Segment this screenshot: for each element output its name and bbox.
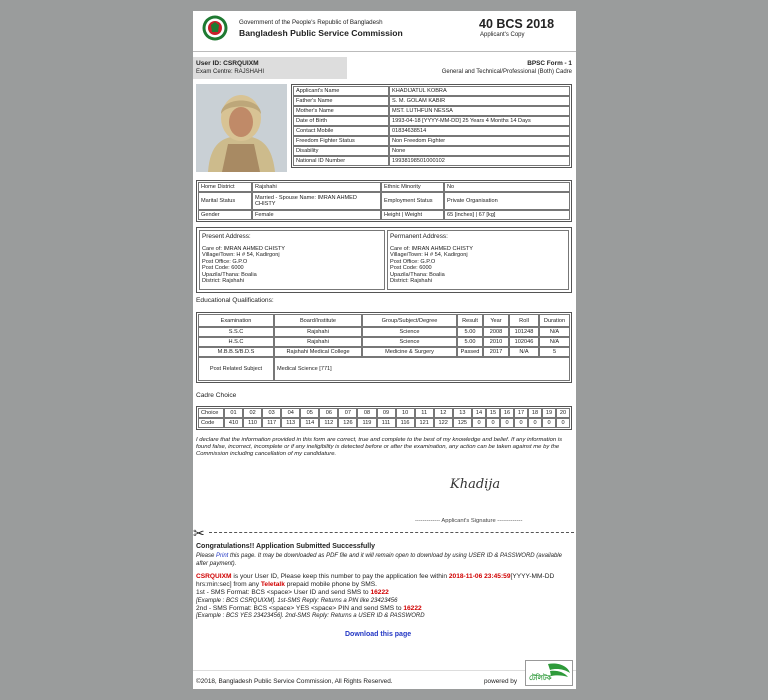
table-cell: 101248: [509, 327, 539, 337]
choice-cell: 07: [338, 408, 357, 418]
choice-cell: 11: [415, 408, 434, 418]
address-line: Care of: IMRAN AHMED CHISTY: [390, 246, 473, 252]
field-value: Rajshahi: [252, 182, 381, 192]
choice-cell: 16: [500, 408, 514, 418]
application-form-sheet: [193, 11, 576, 689]
print-note-post: this page. It may be downloaded as PDF file and it will remain open to download by using USER ID & PASSWORD (available after payment).: [196, 553, 562, 567]
copyright-text: ©2018, Bangladesh Public Service Commission, All Rights Reserved.: [196, 678, 393, 685]
table-cell: N/A: [539, 337, 570, 347]
table-row: [198, 337, 570, 347]
field-value: Non Freedom Fighter: [389, 136, 570, 146]
choice-cell: 17: [514, 408, 528, 418]
field-value: 65 [inches] | 67 [kg]: [444, 210, 570, 220]
field-value: No: [444, 182, 570, 192]
code-cell: 119: [357, 418, 376, 428]
table-cell: Rajshahi: [274, 327, 362, 337]
address-box: [196, 227, 572, 293]
choice-cell: 03: [262, 408, 281, 418]
print-link[interactable]: Print: [216, 553, 229, 559]
table-cell: N/A: [539, 327, 570, 337]
table-cell: Rajshahi Medical College: [274, 347, 362, 357]
field-value: Married - Spouse Name: IMRAN AHMED CHISTY: [252, 192, 381, 210]
field-label: Marital Status: [198, 192, 252, 210]
field-label: Date of Birth: [293, 116, 389, 126]
field-label: Home District: [198, 182, 252, 192]
choice-cell: 06: [319, 408, 338, 418]
permanent-address: [387, 230, 569, 290]
cadre-code-row: [198, 418, 570, 428]
address-line: Village/Town: H # 54, Kadirgonj: [390, 252, 468, 259]
field-label: Post Related Subject: [198, 357, 274, 381]
table-cell: N/A: [509, 347, 539, 357]
choice-cell: 02: [243, 408, 262, 418]
choice-cell: 08: [357, 408, 376, 418]
table-row: [293, 136, 570, 146]
code-cell: 0: [528, 418, 542, 428]
teletalk-logo: [525, 660, 573, 686]
table-cell: Science: [362, 327, 457, 337]
field-value: MST. LUTHFUN NESSA: [389, 106, 570, 116]
table-cell: Science: [362, 337, 457, 347]
instruction-text: prepaid mobile phone by SMS.: [284, 581, 377, 589]
choice-cell: 05: [300, 408, 319, 418]
field-value: Female: [252, 210, 381, 220]
government-line: Government of the People's Republic of Bangladesh: [239, 19, 383, 26]
code-cell: 410: [224, 418, 243, 428]
choice-cell: 14: [472, 408, 486, 418]
code-cell: 0: [556, 418, 570, 428]
education-table: [196, 312, 572, 383]
field-value: 01834638514: [389, 126, 570, 136]
details-table: [196, 180, 572, 222]
choice-cell: 09: [377, 408, 396, 418]
table-cell: H.S.C: [198, 337, 274, 347]
sms2-example: [Example : BCS YES 23423456]. 2nd-SMS Reply: Returns a USER ID & PASSWORD: [196, 612, 425, 619]
column-header: Year: [483, 314, 509, 327]
field-label: Father's Name: [293, 96, 389, 106]
sms2-format: 2nd - SMS Format: BCS <space> YES <space> PIN and send SMS to: [196, 604, 404, 612]
code-cell: 111: [377, 418, 396, 428]
table-row: [293, 126, 570, 136]
address-line: District: Rajshahi: [390, 278, 432, 285]
column-header: Result: [457, 314, 483, 327]
table-cell: 5: [539, 347, 570, 357]
address-line: Post Code: 6000: [390, 265, 432, 272]
deadline-date: 2018-11-06: [448, 573, 483, 580]
field-value: Private Organisation: [444, 192, 570, 210]
field-label: Freedom Fighter Status: [293, 136, 389, 146]
table-row: [293, 86, 570, 96]
code-cell: 126: [338, 418, 357, 428]
column-header: Board/Institute: [274, 314, 362, 327]
choice-cell: 04: [281, 408, 300, 418]
present-address-title: Present Address:: [202, 233, 251, 240]
deadline-time: 23:45:59: [484, 573, 511, 580]
column-header: Roll: [509, 314, 539, 327]
field-label: Gender: [198, 210, 252, 220]
table-cell: 2008: [483, 327, 509, 337]
table-header-row: [198, 314, 570, 327]
choice-cell: 19: [542, 408, 556, 418]
table-cell: 2017: [483, 347, 509, 357]
address-line: Upazila/Thana: Boalia: [390, 271, 445, 278]
user-id: User ID: CSRQUIXM: [196, 60, 259, 67]
column-header: Examination: [198, 314, 274, 327]
code-cell: 113: [281, 418, 300, 428]
table-row: [293, 96, 570, 106]
code-cell: 114: [300, 418, 319, 428]
code-cell: 0: [486, 418, 500, 428]
field-value: Medical Science [771]: [274, 357, 570, 381]
address-line: Post Code: 6000: [202, 265, 244, 272]
print-note: [196, 553, 572, 568]
declaration-text: I declare that the information provided in this form are correct, true and complete to the best of my knowledge and belief. If any information is found false, incorrect, incomplete or if any ineligibility is detected before or after the examination, any action can be taken against me by the Commission including cancellation of my candidature.: [196, 437, 563, 458]
code-cell: 0: [514, 418, 528, 428]
field-value: S. M. GOLAM KABIR: [389, 96, 570, 106]
table-cell: Medicine & Surgery: [362, 347, 457, 357]
table-cell: Rajshahi: [274, 337, 362, 347]
code-cell: 117: [262, 418, 281, 428]
table-cell: 2010: [483, 337, 509, 347]
congrats-title: Congratulations!! Application Submitted Successfully: [196, 543, 376, 550]
field-value: KHADIJATUL KOBRA: [389, 86, 570, 96]
choice-cell: 18: [528, 408, 542, 418]
applicants-copy: Applicant's Copy: [480, 32, 525, 38]
choice-cell: 13: [453, 408, 472, 418]
table-row: [198, 327, 570, 337]
address-line: Upazila/Thana: Boalia: [202, 271, 257, 278]
table-row: [198, 357, 570, 381]
choice-cell: 10: [396, 408, 415, 418]
column-header: Duration: [539, 314, 570, 327]
cadre-choice-row: [198, 408, 570, 418]
field-label: Mother's Name: [293, 106, 389, 116]
cadre-category: General and Technical/Professional (Both) Cadre: [441, 69, 572, 75]
code-cell: 110: [243, 418, 262, 428]
signature-caption: ------------- Applicant's Signature -------------: [415, 518, 523, 524]
code-cell: 0: [542, 418, 556, 428]
choice-cell: 01: [224, 408, 243, 418]
header-divider: [193, 51, 576, 52]
choice-cell: 12: [434, 408, 453, 418]
scissors-icon: ✂: [193, 525, 205, 541]
cut-line: [209, 532, 574, 533]
row-label: Code: [198, 418, 224, 428]
instruction-text: [YYYY-MM-DD hrs:min:sec] from any: [196, 573, 555, 589]
code-cell: 121: [415, 418, 434, 428]
table-row: [198, 192, 570, 210]
address-line: Care of: IMRAN AHMED CHISTY: [202, 246, 285, 252]
sms2-number: 16222: [403, 604, 422, 612]
address-line: Post Office: G.P.O: [202, 258, 248, 265]
field-value: None: [389, 146, 570, 156]
sms1-number: 16222: [370, 589, 389, 597]
bpsc-logo: [202, 15, 228, 41]
choice-cell: 20: [556, 408, 570, 418]
cadre-title: Cadre Choice: [196, 392, 237, 399]
field-label: Applicant's Name: [293, 86, 389, 96]
table-cell: M.B.B.S/B.D.S: [198, 347, 274, 357]
address-line: Village/Town: H # 54, Kadirgonj: [202, 252, 280, 259]
field-value: 1993-04-18 [YYYY-MM-DD] 25 Years 4 Months 14 Days: [389, 116, 570, 126]
table-row: [198, 210, 570, 220]
sms1-example: [Example : BCS CSRQUIXM]. 1st-SMS Reply: Returns a PIN like 23423456: [196, 597, 398, 604]
cadre-table: [196, 406, 572, 430]
table-row: [293, 146, 570, 156]
powered-by-text: powered by: [484, 678, 518, 685]
table-cell: 102046: [509, 337, 539, 347]
applicant-photo: [196, 84, 287, 172]
field-label: Employment Status: [381, 192, 444, 210]
table-cell: 5.00: [457, 337, 483, 347]
present-address: [199, 230, 385, 290]
table-cell: Passed: [457, 347, 483, 357]
table-row: [293, 106, 570, 116]
teletalk-text: Teletalk: [260, 581, 285, 589]
print-note-pre: Please: [196, 553, 217, 559]
table-row: [293, 156, 570, 166]
column-header: Group/Subject/Degree: [362, 314, 457, 327]
footer-divider: [193, 670, 576, 671]
personal-info-table: [291, 84, 572, 168]
code-cell: 125: [453, 418, 472, 428]
address-line: Post Office: G.P.O: [390, 258, 436, 265]
code-cell: 0: [472, 418, 486, 428]
address-line: District: Rajshahi: [202, 278, 244, 285]
code-cell: 122: [434, 418, 453, 428]
table-cell: 5.00: [457, 327, 483, 337]
permanent-address-title: Permanent Address:: [390, 233, 448, 240]
code-cell: 116: [396, 418, 415, 428]
code-cell: 0: [500, 418, 514, 428]
field-label: Contact Mobile: [293, 126, 389, 136]
field-value: 19938198501000102: [389, 156, 570, 166]
choice-cell: 15: [486, 408, 500, 418]
commission-title: Bangladesh Public Service Commission: [239, 28, 403, 38]
field-label: Ethnic Minority: [381, 182, 444, 192]
teletalk-logo-text: টেলিটক: [529, 675, 552, 682]
table-row: [198, 347, 570, 357]
table-row: [293, 116, 570, 126]
field-label: Disability: [293, 146, 389, 156]
download-link[interactable]: Download this page: [345, 631, 412, 638]
education-title: Educational Qualifications:: [196, 297, 274, 304]
instruction-text: is your User ID, Please keep this number to pay the application fee within: [231, 573, 449, 580]
field-label: National ID Number: [293, 156, 389, 166]
user-id-highlight: CSRQUIXM: [196, 573, 232, 580]
payment-instructions: [196, 573, 572, 620]
applicant-signature: Khadija: [450, 477, 501, 492]
exam-title: 40 BCS 2018: [479, 17, 555, 31]
bpsc-form-number: BPSC Form - 1: [527, 60, 572, 67]
code-cell: 112: [319, 418, 338, 428]
sms1-format: 1st - SMS Format: BCS <space> User ID and send SMS to: [196, 589, 371, 597]
table-cell: S.S.C: [198, 327, 274, 337]
table-row: [198, 182, 570, 192]
exam-centre: Exam Centre: RAJSHAHI: [196, 69, 265, 75]
row-label: Choice: [198, 408, 224, 418]
field-label: Height | Weight: [381, 210, 444, 220]
